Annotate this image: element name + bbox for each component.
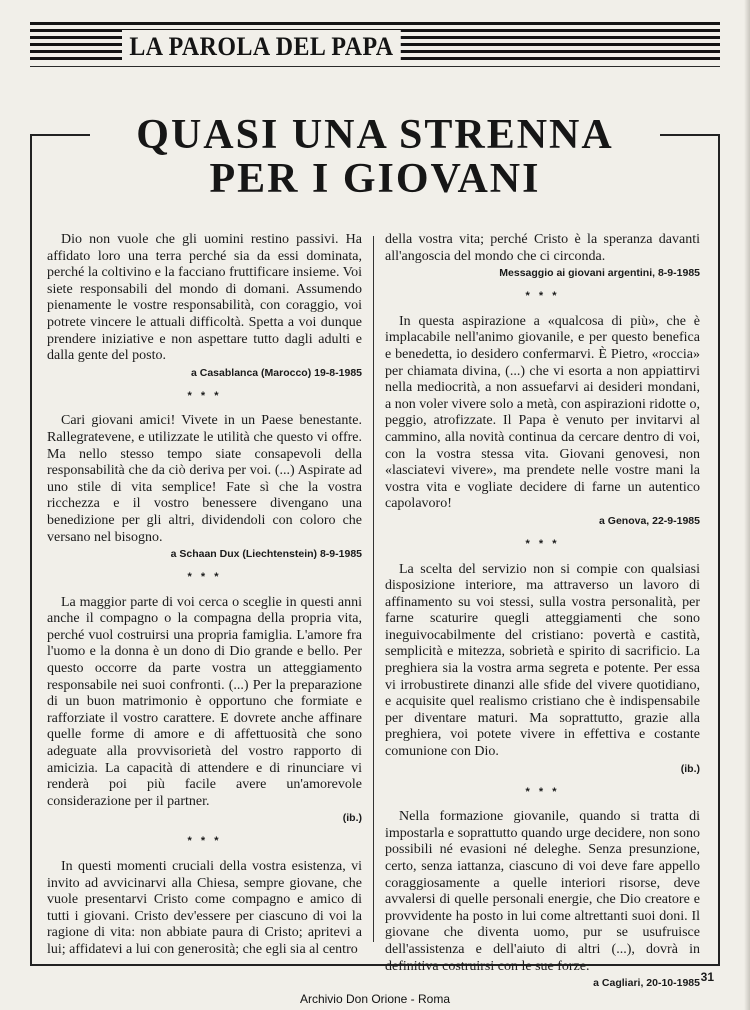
column-divider [373, 236, 374, 942]
source-citation: a Cagliari, 20-10-1985 [593, 977, 700, 990]
article-title-line2: PER I GIOVANI [209, 156, 541, 202]
source-citation: (ib.) [680, 762, 700, 775]
right-column [385, 232, 700, 990]
source-citation: Messaggio ai giovani argentini, 8-9-1985 [499, 267, 700, 280]
paragraph: In questa aspirazione a «qualcosa di più», che è implacabile nell'animo giovanile, e per questo benefica e benedetta, io desidero confermarvi. È Pietro, «roccia» per chiamata divina, (...) che vi esorta a non appiattirvi nella mediocrità, a non assuefarvi ai desideri mondani, a non voler vivere solo a metà, con aspirazioni ridotte o, peggio, atrofizzate. Il Papa è venuto per invitarvi al cammino, alla novità continua da cercare dentro di voi, con la vostra stessa vita. Giovani genovesi, non «lasciatevi vivere», ma prendete nelle vostre mani la vostra vita e vogliate decidere di farne un autentico capolavoro! [385, 313, 700, 512]
source-citation: (ib.) [342, 812, 362, 825]
header-stripes [30, 16, 720, 62]
page-number: 31 [700, 970, 714, 984]
paragraph: Cari giovani amici! Vivete in un Paese benestante. Rallegratevene, e utilizzate le utilità che questo vi offre. Ma nello stesso tempo siate consapevoli della responsabilità che da ciò deriva per voi. (...) Aspirate ad uno stile di vita semplice! Fate sì che la vostra ricchezza e il vostro benessere divengano una benedizione per gli altri, dividendoli con coloro che versano nel bisogno. [47, 413, 362, 545]
left-column [47, 232, 362, 959]
source-citation: a Casablanca (Marocco) 19-8-1985 [191, 366, 362, 379]
header-rule [30, 66, 720, 67]
section-title: LA PAROLA DEL PAPA [122, 30, 401, 64]
source-citation: a Schaan Dux (Liechtenstein) 8-9-1985 [170, 548, 362, 561]
paragraph: La maggior parte di voi cerca o sceglie in questi anni anche il compagno o la compagna della propria vita, perché vuol costruirsi una propria famiglia. L'amore fra l'uomo e la donna è un dono di Dio grande e bello. Per questo occorre da parte vostra un atteggiamento responsabile nei suoi confronti. (...) Per la preparazione di un buon matrimonio è opportuno che formiate e rafforziate il vostro carattere. E dovrete anche affinare quelle forme di amore e di affettuosità che sono adeguate alla provvisorietà del vostro rapporto di amicizia. La capacità di attendere e di rinunciare vi renderà poi più facile avere un'amorevole considerazione per il partner. [47, 594, 362, 809]
separator-stars: * * * [187, 571, 222, 584]
paragraph: Nella formazione giovanile, quando si tratta di impostarla e soprattutto quando urge decidere, non sono possibili né evasioni né deleghe. Senza presunzione, certo, senza iattanza, ciascuno di voi deve fare appello coraggiosamente a quelle interiori risorse, deve avvalersi di quelle personali energie, che Dio creatore e provvidente ha posto in lui come altrettanti suoi doni. Il giovane che diventa uomo, pur se usufruisce dell'assistenza e dell'aiuto di altri (...), dovrà in definitiva costruirsi con le sue forze. [385, 809, 700, 974]
article-title [30, 113, 720, 201]
separator-stars: * * * [525, 785, 560, 798]
page-edge-shadow [744, 0, 750, 1010]
source-citation: a Genova, 22-9-1985 [599, 514, 700, 527]
paragraph: In questi momenti cruciali della vostra esistenza, vi invito ad avvicinarvi alla Chiesa, sempre giovane, che vuole presentarvi Cristo come compagno e amico di tutti i giovani. Cristo dev'essere per ciascuno di voi la ragione di vita: non abbiate paura di Cristo; apritevi a lui; affidatevi a lui con generosità; che egli sia al centro [47, 859, 362, 957]
separator-stars: * * * [525, 290, 560, 303]
paragraph: La scelta del servizio non si compie con qualsiasi disposizione interiore, ma attraverso un lavoro di affinamento su voi stessi, sulla vostra personalità, per farne scaturire quegli atteggiamenti che sono ineguivocabilmente del cristiano: povertà e castità, semplicità e mitezza, sobrietà e spirito di sacrificio. La preghiera sia la vostra arma segreta e potente. Per essa vi irrobustirete dinanzi alle sfide del vivere quotidiano, e acquisite quel realismo cristiano che è indispensabile per diventare maturi. Ma soprattutto, grazie alla preghiera, voi potete vivere in effettiva e costante comunione con Dio. [385, 561, 700, 760]
archive-credit: Archivio Don Orione - Roma [299, 992, 451, 1006]
separator-stars: * * * [187, 835, 222, 848]
separator-stars: * * * [187, 389, 222, 402]
paragraph: della vostra vita; perché Cristo è la speranza davanti all'angoscia del mondo che ci circonda. [385, 232, 700, 264]
separator-stars: * * * [525, 537, 560, 550]
paragraph: Dio non vuole che gli uomini restino passivi. Ha affidato loro una terra perché sia da essi dominata, perché la coltivino e la facciano fruttificare insieme. Voi siete responsabili del mondo di domani. Assumendo pienamente le vostre responsabilità, con coraggio, voi potrete vincere le attuali difficoltà. Spetta a voi dunque prendere iniziative e non aspettare tutto dagli adulti e dalla gente del posto. [47, 232, 362, 364]
article-title-line1: QUASI UNA STRENNA [136, 112, 614, 158]
